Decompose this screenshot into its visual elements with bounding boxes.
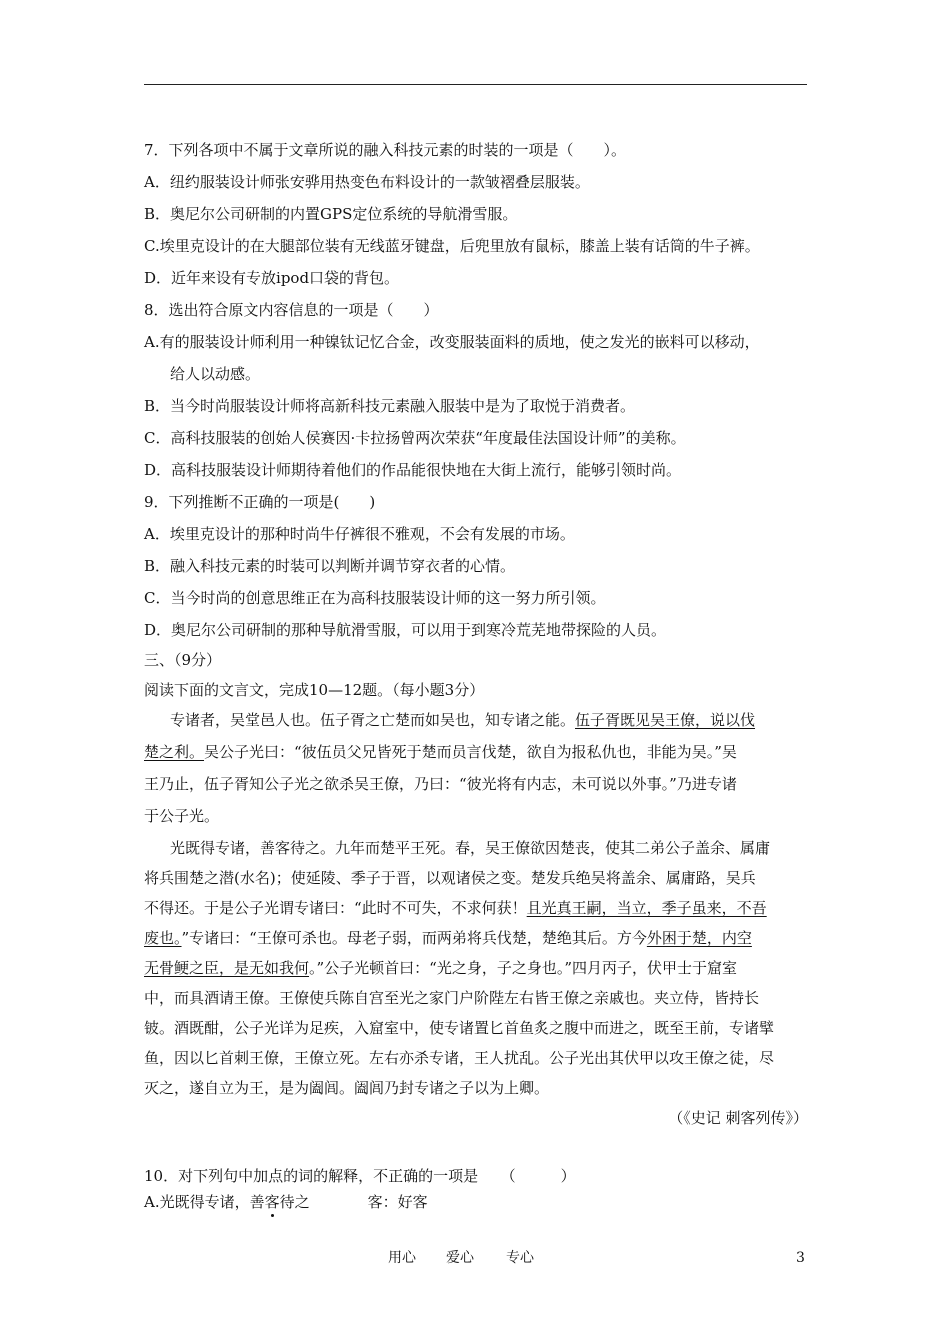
passage-line: 鱼，因以匕首刺王僚，王僚立死。左右亦杀专诸，王人扰乱。公子光出其伏甲以攻王僚之徒，尽: [144, 1049, 775, 1067]
passage-text: 吴公子光曰：“彼伍员父兄皆死于楚而员言伐楚，欲自为报私仇也，非能为吴。”吴: [204, 743, 737, 761]
passage-text: 。”公子光顿首曰：“光之身，子之身也。”四月丙子，伏甲士于窟室: [309, 959, 738, 977]
q10-option-a-text: 待之: [279, 1193, 310, 1211]
footer-word: 专心: [506, 1250, 534, 1266]
passage-text: ”专诸曰：“王僚可杀也。母老子弱，而两弟将兵伐楚，楚绝其后。方今: [181, 929, 647, 947]
underlined-sentence: 无骨鲠之臣，是无如我何: [144, 959, 310, 977]
q8-stem: 8．选出符合原文内容信息的一项是（ ）: [144, 301, 439, 319]
passage-line: 王乃止，伍子胥知公子光之欲杀吴王僚，乃曰：“彼光将有内志，未可说以外事。”乃进专诸: [144, 775, 737, 793]
q10-option-a-text: A.光既得专诸，善: [144, 1193, 265, 1211]
q7-option-c: C.埃里克设计的在大腿部位装有无线蓝牙键盘，后兜里放有鼠标，膝盖上装有话筒的牛子裤。: [144, 237, 760, 255]
q8-option-a-continued: 给人以动感。: [170, 365, 261, 383]
underlined-sentence: 且光真王嗣，当立，季子虽来，不吾: [526, 899, 767, 917]
q10-stem: 10．对下列句中加点的词的解释，不正确的一项是 （ ）: [144, 1167, 576, 1185]
q10-option-a-gloss: 客：好客: [367, 1193, 428, 1211]
passage-line: [170, 710, 838, 730]
footer-word: 用心: [388, 1250, 416, 1266]
passage-text: 不得还。于是公子光谓专诸曰：“此时不可失，不求何获！: [144, 899, 527, 917]
q7-option-a: A．纽约服装设计师张安骅用热变色布料设计的一款皱褶叠层服装。: [144, 173, 590, 191]
passage-line: 光既得专诸，善客待之。九年而楚平王死。春，吴王僚欲因楚丧，使其二弟公子盖余、属庸: [170, 839, 771, 857]
passage-line: [144, 898, 812, 918]
dotted-character: 客: [264, 1193, 280, 1211]
passage-line: 铍。酒既酣，公子光详为足疾，入窟室中，使专诸置匕首鱼炙之腹中而进之，既至王前，专诸擘: [144, 1019, 775, 1037]
passage-line: [144, 928, 812, 948]
q8-option-d: D．高科技服装设计师期待着他们的作品能很快地在大街上流行，能够引领时尚。: [144, 461, 682, 479]
passage-line: [144, 742, 812, 762]
underlined-sentence: 外困于楚，内空: [646, 929, 752, 947]
section-instruction: 阅读下面的文言文，完成10—12题。（每小题3分）: [144, 681, 485, 699]
underlined-sentence: 楚之利。: [144, 743, 205, 761]
passage-line: 中，而具酒请王僚。王僚使兵陈自宫至光之家门户阶陛左右皆王僚之亲戚也。夹立侍，皆持长: [144, 989, 760, 1007]
section-heading: 三、（9分）: [144, 651, 222, 669]
q7-stem: 7．下列各项中不属于文章所说的融入科技元素的时装的一项是（ ）。: [144, 141, 627, 159]
page-number: 3: [796, 1250, 805, 1266]
q8-option-b: B．当今时尚服装设计师将高新科技元素融入服装中是为了取悦于消费者。: [144, 397, 636, 415]
q8-option-a: A.有的服装设计师利用一种镍钛记忆合金，改变服装面料的质地，使之发光的嵌料可以移动，: [144, 333, 760, 351]
q9-option-c: C．当今时尚的创意思维正在为高科技服装设计师的这一努力所引领。: [144, 589, 606, 607]
underlined-sentence: 伍子胥既见吴王僚，说以伐: [575, 711, 756, 729]
passage-text: 专诸者，吴堂邑人也。伍子胥之亡楚而如吴也，知专诸之能。: [170, 711, 576, 729]
passage-line: 于公子光。: [144, 807, 220, 825]
passage-line: 将兵围楚之潜(水名)；使延陵、季子于晋，以观诸侯之变。楚发兵绝吴将盖余、属庸路，吴兵: [144, 869, 756, 887]
q9-option-a: A．埃里克设计的那种时尚牛仔裤很不雅观，不会有发展的市场。: [144, 525, 575, 543]
passage-source: （《史记 刺客列传》）: [668, 1109, 808, 1127]
q10-option-a: [144, 1192, 812, 1212]
q7-option-d: D．近年来设有专放ipod口袋的背包。: [144, 269, 400, 287]
header-rule: [144, 84, 807, 85]
passage-line: 灭之，遂自立为王，是为阖闾。阖闾乃封专诸之子以为上卿。: [144, 1079, 550, 1097]
passage-line: [144, 958, 812, 978]
q9-stem: 9．下列推断不正确的一项是( ): [144, 493, 376, 511]
footer-word: 爱心: [446, 1250, 474, 1266]
q9-option-d: D．奥尼尔公司研制的那种导航滑雪服，可以用于到寒冷荒芜地带探险的人员。: [144, 621, 667, 639]
q8-option-c: C．高科技服装的创始人侯赛因·卡拉扬曾两次荣获“年度最佳法国设计师”的美称。: [144, 429, 686, 447]
q7-option-b: B．奥尼尔公司研制的内置GPS定位系统的导航滑雪服。: [144, 205, 518, 223]
underlined-sentence: 废也。: [144, 929, 182, 947]
q9-option-b: B．融入科技元素的时装可以判断并调节穿衣者的心情。: [144, 557, 516, 575]
